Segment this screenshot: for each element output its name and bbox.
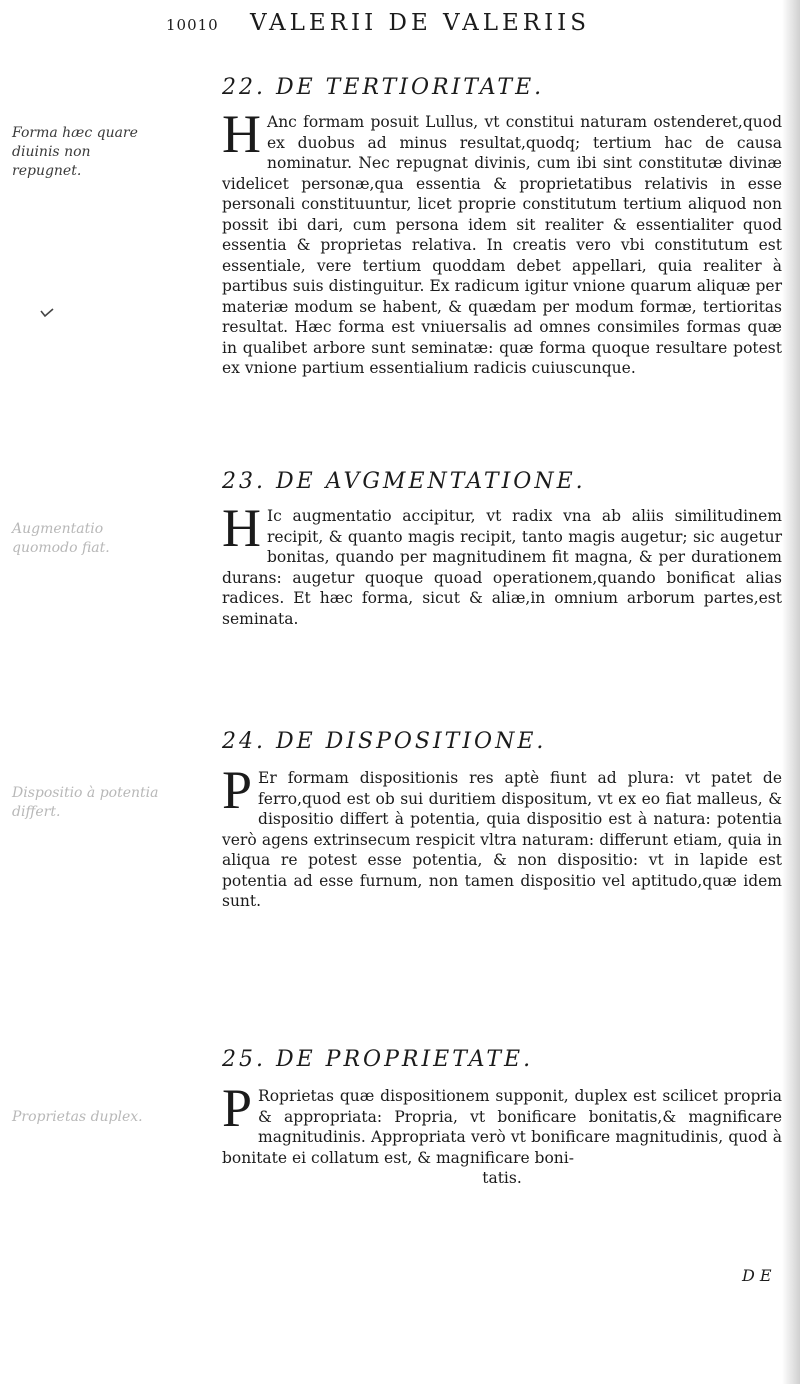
drop-cap: P — [222, 1078, 253, 1138]
page-number: 10010 — [166, 16, 219, 34]
margin-note-forma: Forma hæc quare diuinis non repugnet. — [12, 125, 138, 179]
margin-note-augmentatio: Augmentatio quomodo fiat. — [12, 521, 110, 556]
drop-cap: H — [222, 104, 261, 164]
gutter-shadow — [782, 0, 800, 1384]
paragraph — [222, 104, 782, 379]
section-body-25 — [222, 1078, 782, 1189]
paragraph-text: Ic augmentatio accipitur, vt radix vna ab aliis similitudinem recipit, & quanto magis recipit, tanto magis augetur; sic augetur bonitas, quando per magnitudinem fit magna, & per durationem durans: augetur quoque quoad operationem,quando bonificat alias radices. Et hæc forma, sicut & aliæ,in omnium arborum partes,est seminata. — [222, 507, 782, 628]
section-title-23: 23. DE AVGMENTATIONE. — [222, 469, 586, 494]
section-body-23 — [222, 498, 782, 629]
paragraph-text: Er formam dispositionis res aptè fiunt ad plura: vt patet de ferro,quod est ob sui duritiem dispositum, vt ex eo fiat malleus, & dispositio differt à potentia, quia dispositio est à natura: potentia verò agens extrinsecum respicit vltra naturam: differunt etiam, quia in aliqua re potest esse potentia, & non dispositio: vt in lapide est potentia ad esse furnum, non tamen dispositio vel aptitudo,quæ idem sunt. — [222, 769, 782, 910]
section-body-24 — [222, 760, 782, 912]
section-body-22 — [222, 104, 782, 379]
paragraph — [222, 1078, 782, 1168]
margin-note-dispositio: Dispositio à potentia differt. — [12, 785, 159, 820]
paragraph-text: Roprietas quæ dispositionem supponit, duplex est scilicet propria & appropriata: Propria, vt bonificare bonitatis,& magnificare magnitudinis. Appropriata verò vt bonificare magnitudinis, quod à bonitate ei collatum est, & magnificare boni- — [222, 1087, 782, 1167]
section-title-25: 25. DE PROPRIETATE. — [222, 1047, 534, 1072]
running-title: VALERII DE VALERIIS — [250, 10, 591, 36]
drop-cap: P — [222, 760, 253, 820]
section-title-24: 24. DE DISPOSITIONE. — [222, 729, 547, 754]
catchword: D E — [742, 1266, 772, 1285]
paragraph — [222, 498, 782, 629]
running-head — [0, 10, 800, 40]
margin-note-proprietas: Proprietas duplex. — [12, 1109, 143, 1125]
ink-check-icon — [40, 308, 54, 318]
paragraph-tail: tatis. — [482, 1169, 522, 1187]
drop-cap: H — [222, 498, 261, 558]
paragraph — [222, 760, 782, 912]
section-title-22: 22. DE TERTIORITATE. — [222, 75, 545, 100]
paragraph-text: Anc formam posuit Lullus, vt constitui naturam ostenderet,quod ex duobus ad minus resultat,quodq; tertium hac de causa nominatur. Nec repugnat divinis, cum ibi sint constitutæ divinæ videlicet personæ,qua essentia & proprietatibus relativis in esse personali constituuntur, licet proprie constitutum tertium aliquod non possit ibi dari, cum persona idem sit realiter & essentialiter quod essentia & proprietas relativa. In creatis vero vbi constitutum est essentiale, vere tertium quoddam debet appellari, quia realiter à partibus suis distinguitur. Ex radicum igitur vnione quarum aliquæ per materiæ modum se habent, & quædam per modum formæ, tertioritas resultat. Hæc forma est vniuersalis ad omnes consimiles formas quæ in qualibet arbore sunt seminatæ: quæ forma quoque resultare potest ex vnione partium essentialium radicis cuiuscunque. — [222, 113, 782, 377]
